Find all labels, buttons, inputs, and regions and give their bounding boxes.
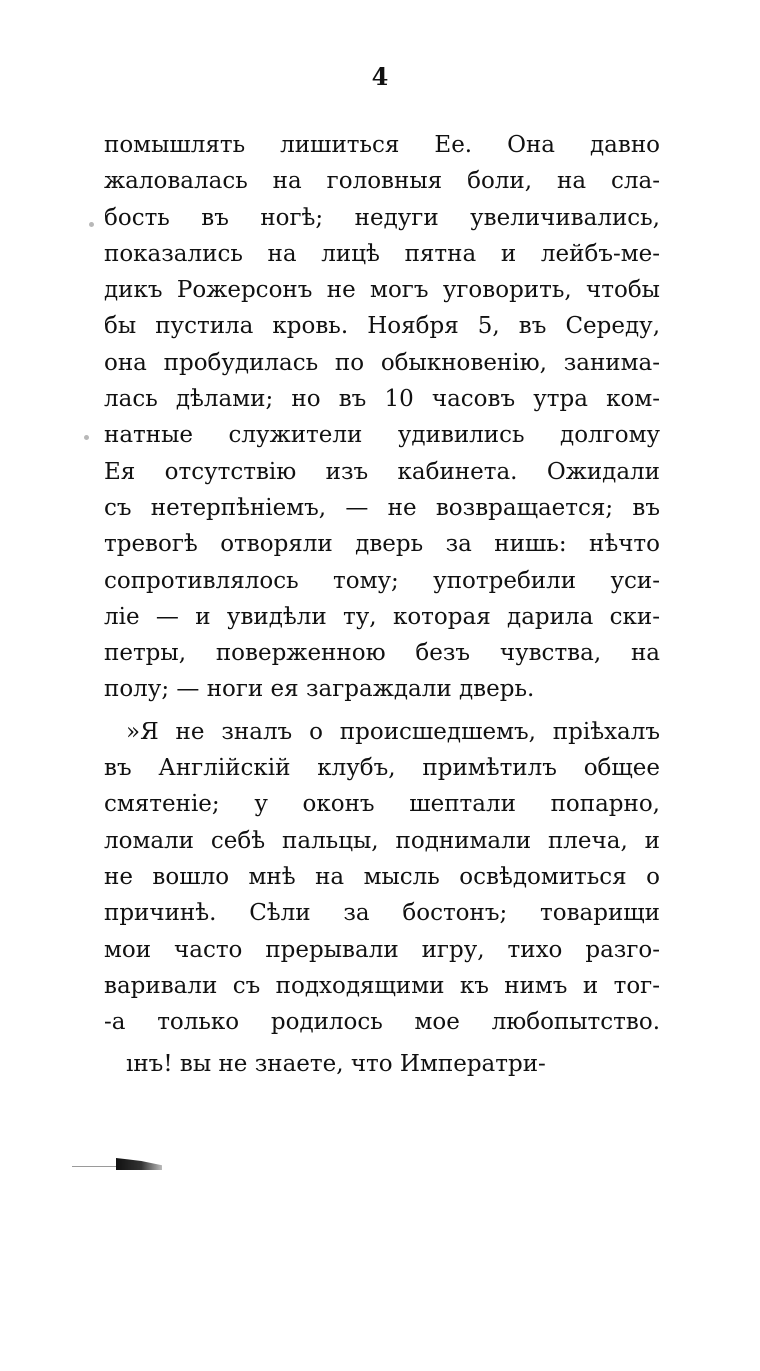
text-line: натные служители удивились долгому (104, 422, 660, 449)
text-line: сопротивлялось тому; употребили уси- (104, 567, 660, 594)
text-line: помышлять лишиться Ее. Она давно (104, 132, 660, 158)
text-line: тревогѣ отворяли дверь за нишь: нѣчто (104, 531, 660, 558)
text-line: не вошло мнѣ на мысль освѣдомиться о (104, 863, 660, 890)
body-text (104, 127, 660, 1083)
text-line: варивали съ подходящими къ нимъ и тог- (104, 972, 660, 999)
text-line: Ея отсутствію изъ кабинета. Ожидали (104, 458, 660, 485)
scan-rule-line (72, 1166, 116, 1167)
margin-speck (84, 435, 89, 440)
text-line: она пробудилась по обыкновенію, занима- (104, 349, 660, 376)
text-line: смятеніе; у оконъ шептали попарно, (104, 791, 660, 818)
text-line: »Я не зналъ о происшедшемъ, пріѣхалъ (126, 718, 660, 745)
text-line: причинѣ. Сѣли за бостонъ; товарищи (104, 900, 660, 927)
text-line: ıнъ! вы не знаете, что Императри- (126, 1051, 546, 1078)
text-line: дикъ Рожерсонъ не могъ уговорить, чтобы (104, 277, 660, 304)
text-line: полу; — ноги ея заграждали дверь. (104, 676, 535, 703)
page-number: 4 (371, 62, 389, 91)
text-line: петры, поверженною безъ чувства, на (104, 640, 660, 667)
text-line: показались на лицѣ пятна и лейбъ-ме- (104, 240, 660, 267)
text-line: ломали себѣ пальцы, поднимали плеча, и (104, 827, 660, 854)
margin-speck (89, 222, 94, 227)
text-line: въ Англійскій клубъ, примѣтилъ общее (104, 755, 660, 782)
text-line: мои часто прерывали игру, тихо разго- (104, 936, 660, 963)
text-line: лась дѣлами; но въ 10 часовъ утра ком- (104, 386, 660, 413)
text-line: жаловалась на головныя боли, на сла- (104, 168, 660, 195)
text-line: бость въ ногѣ; недуги увеличивались, (104, 204, 660, 231)
scan-smudge (116, 1158, 162, 1170)
text-line: ліе — и увидѣли ту, которая дарила ски- (104, 603, 660, 630)
text-line: бы пустила кровь. Ноября 5, въ Середу, (104, 313, 660, 340)
text-line: съ нетерпѣніемъ, — не возвращается; въ (104, 494, 660, 521)
text-line: -а только родилось мое любопытство. (104, 1009, 660, 1036)
